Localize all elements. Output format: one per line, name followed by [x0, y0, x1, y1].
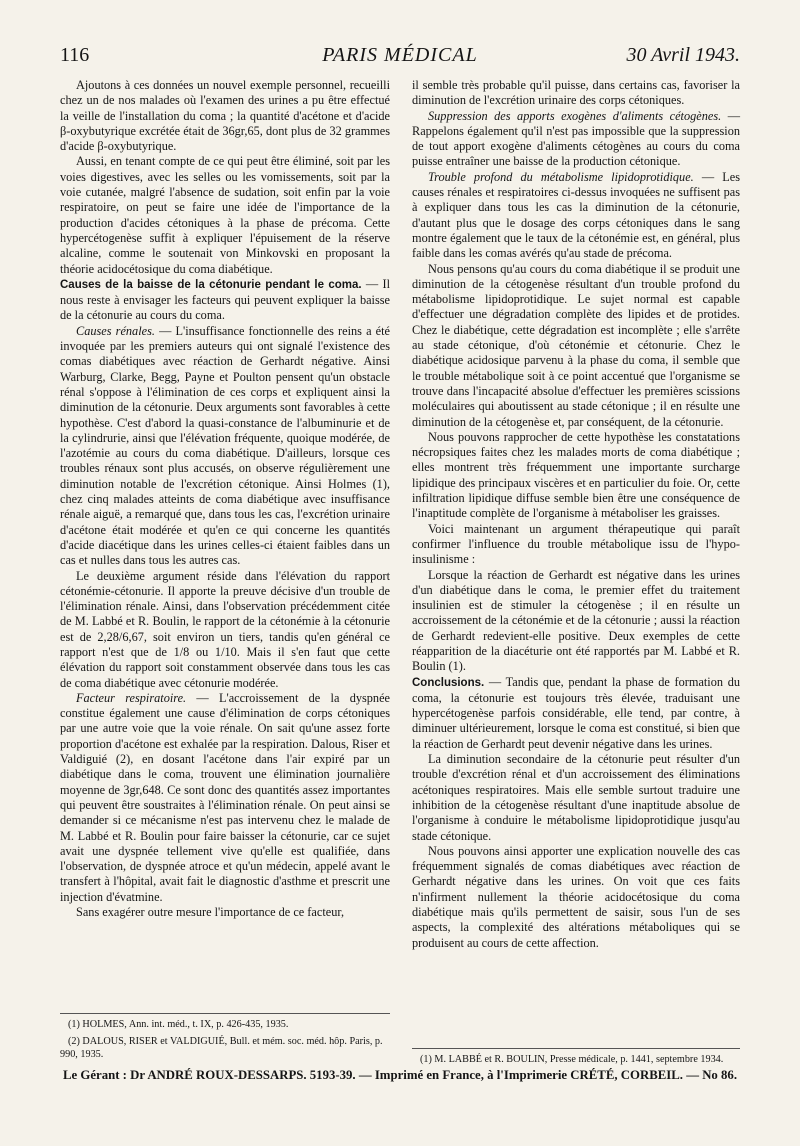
paragraph: Le deuxième argument réside dans l'élévation du rapport cétonémie-cétonurie. Il apporte la preuve décisive d'un trouble de l'élimination rénale. Ainsi, dans l'observation précédemment citée de M. Labbé et R. Boulin, le rapport de la cétonémie à la cétonurie est de 2,28/6,67, soit environ un tiers, tandis qu'en général ce rapport n'est que de 1/8 ou 1/10. Mais il s'en faut que cette élévation du rapport soit constamment observée dans tous les cas de coma diabétique avec cétonurie modérée. [60, 568, 390, 690]
right-column [412, 78, 740, 951]
issue-date: 30 Avril 1943. [626, 44, 740, 66]
paragraph: Nous pensons qu'au cours du coma diabétique il se produit une diminution de la cétogenèse résultant d'un trouble profond du métabolisme lipidoprotidique. Le sujet normal est capable d'effectuer une dégradation complète des lipides et de protides. Chez le diabétique, cette dégradation est incomplète ; elle s'arrête au stade cétonique, d'où cétonémie et cétonurie. Chez le diabétique acidosique parvenu à la phase du coma, il semble que le trouble métabolique soit à ce point accentué que l'organisme se trouve dans l'incapacité absolue d'effectuer les premières scissions moléculaires qui aboutissent au stade cétonique ; il en résulte une diminution de la cétogenèse et, par conséquent, de la cétonurie. [412, 261, 740, 429]
paragraph: Ajoutons à ces données un nouvel exemple personnel, recueilli chez un de nos malades où l'examen des urines a pu être effectué la veille de l'installation du coma ; la quantité d'acétone et d'acide β-oxybutyrique excrétée était de 36gr,65, dont plus de 32 grammes d'acide β-oxybutyrique. [60, 78, 390, 154]
paragraph: Nous pouvons rapprocher de cette hypothèse les constatations nécropsiques faites chez les malades morts de coma diabétique ; elles montrent très fréquemment une importante surcharge lipidique des principaux viscères et en particulier du foie. Or, cette infiltration lipidique diffuse semble bien être une conséquence de l'inaptitude complète de l'organisme à métaboliser les graisses. [412, 429, 740, 521]
section-heading: Conclusions. [412, 676, 485, 689]
journal-title: PARIS MÉDICAL [322, 44, 478, 66]
left-column [60, 78, 390, 920]
page-header [60, 44, 740, 78]
section-heading: Causes de la baisse de la cétonurie pendant le coma. [60, 278, 362, 291]
paragraph-text: — Tandis que, pendant la phase de formation du coma, la cétonurie est toujours très élevée, traduisant une hypercétogenèse parfois considérable, elle tend, par contre, à diminuer ultérieurement, lorsque le coma est constitué, si bien que la réaction de Gerhardt peut devenir négative dans les urines. [412, 674, 740, 751]
paragraph: Aussi, en tenant compte de ce qui peut être éliminé, soit par les voies digestives, avec les selles ou les vomissements, soit par la voie cutanée, malgré l'absence de sudation, soit enfin par la voie respiratoire, on peut se faire une idée de l'importance de la production d'acides cétoniques à la phase de précoma. Cette hypercétogenèse suffit à expliquer l'épuisement de la réserve alcaline, comme le soutenait von Minkovski en proposant la théorie acidocétosique du coma diabétique. [60, 154, 390, 276]
paragraph [60, 691, 390, 905]
page-number: 116 [60, 44, 90, 66]
subsection-heading: Facteur respiratoire. [76, 690, 187, 705]
paragraph: Nous pouvons ainsi apporter une explication nouvelle des cas fréquemment signalés de comas diabétiques avec réaction de Gerhardt négative dans les urines. On voit que ces faits n'infirment nullement la théorie acidocétosique du coma diabétique mais qu'ils permettent de saisir, sous l'un de ses aspects, la complexité des altérations métaboliques qui se produisent au cours de cette affection. [412, 843, 740, 950]
paragraph-text: — L'accroissement de la dyspnée constitue également une cause d'élimination de corps cétoniques par une autre voie que la voie rénale. On sait qu'une assez forte proportion d'acétone est exhalée par la respiration. Dalous, Riser et Valdiguié (2), en dosant l'acétone dans l'air expiré par un diabétique dans le coma, trouvent une élimination journalière moyenne de 3gr,648. Ce sont donc des quantités assez importantes qui peuvent être soustraites à l'élimination rénale. On peut ainsi se demander si ce mécanisme n'est pas intervenu chez le malade de M. Labbé et R. Boulin pour faire baisser la cétonurie, car ce sujet avait une dyspnée tellement vive qu'elle est qualifiée, dans l'observation, de dyspnée atroce et qu'un médecin, appelé avant le transfert à l'hôpital, avait fait le diagnostic d'asthme et prescrit une injection d'évatmine. [60, 690, 390, 904]
paragraph: Lorsque la réaction de Gerhardt est négative dans les urines d'un diabétique dans le coma, le premier effet du traitement insulinien est de stimuler la cétogenèse ; il en résulte un accroissement de la cétonémie et de la cétonurie ; aussi la réaction de Gerhardt redevient-elle positive. Deux exemples de cette réapparition de la diacéturie ont été rapportés par M. Labbé et R. Boulin (1). [412, 567, 740, 674]
paragraph-text: — Il nous reste à envisager les facteurs qui peuvent expliquer la baisse de la cétonurie au cours du coma. [60, 276, 390, 323]
paragraph-text: — Rappelons également qu'il n'est pas impossible que la suppression de tout apport exogène d'aliments cétogènes au cours du coma puisse entraîner une baisse de la production cétonique. [412, 108, 740, 169]
footnotes-left [60, 1013, 390, 1065]
paragraph [412, 109, 740, 170]
paragraph: Voici maintenant un argument thérapeutique qui paraît confirmer l'influence du trouble métabolique issu de l'hypo-insulinisme : [412, 521, 740, 567]
printer-footer: Le Gérant : Dr ANDRÉ ROUX-DESSARPS. 5193-39. — Imprimé en France, à l'Imprimerie CRÉTÉ, CORBEIL. — No 86. [62, 1068, 738, 1082]
footnotes-right [412, 1048, 740, 1070]
paragraph: La diminution secondaire de la cétonurie peut résulter d'un trouble d'excrétion rénal et d'un accroissement des éliminations acétoniques respiratoires. Mais elle semble surtout traduire une inhibition de la cétogenèse résultant d'une inaptitude absolue de l'organisme à conduire le métabolisme lipidoprotidique jusqu'au stade cétonique. [412, 752, 740, 843]
paragraph [412, 170, 740, 262]
footnote: (1) HOLMES, Ann. int. méd., t. IX, p. 426-435, 1935. [68, 1019, 289, 1030]
paragraph: Sans exagérer outre mesure l'importance de ce facteur, [76, 905, 345, 920]
subsection-heading: Trouble profond du métabolisme lipidoprotidique. [428, 169, 694, 184]
paragraph: il semble très probable qu'il puisse, dans certains cas, favoriser la diminution de l'excrétion urinaire des corps cétoniques. [412, 78, 740, 108]
footnote: (1) M. LABBÉ et R. BOULIN, Presse médicale, p. 1441, septembre 1934. [420, 1054, 724, 1065]
footnote: (2) DALOUS, RISER et VALDIGUIÉ, Bull. et mém. soc. méd. hôp. Paris, p. 990, 1935. [60, 1036, 383, 1060]
subsection-heading: Causes rénales. [76, 323, 155, 338]
paragraph [60, 324, 390, 569]
subsection-heading: Suppression des apports exogènes d'aliments cétogènes. [428, 108, 722, 123]
paragraph-text: — L'insuffisance fonctionnelle des reins a été invoquée par les premiers auteurs qui ont signalé l'existence des comas diabétiques avec réaction de Gerhardt négative. Ainsi Warburg, Clarke, Begg, Payne et Poulton pensent qu'un obstacle rénal s'oppose à l'élimination de ces corps et expliquent ainsi la diminution de la cétonurie. Deux arguments sont favorables à cette hypothèse. C'est d'abord la quasi-constance de l'albuminurie et de la cylindrurie, ainsi que l'élévation fréquente, quoique modérée, de l'azotémie au cours du coma diabétique. D'ailleurs, lorsque ces troubles rénaux sont plus accusés, on observe régulièrement une diminution notable de l'excrétion cétonique. Ainsi Holmes (1), chez cinq malades atteints de coma diabétique avec insuffisance rénale aiguë, a remarqué que, dans tous les cas, l'excrétion urinaire d'acétone était modérée et qu'en ce qui concerne les quantités d'acide diacétique dans les urines celles-ci étaient faibles dans un cas et nulles dans tous les autres cas. [60, 323, 390, 568]
paragraph-text: — Les causes rénales et respiratoires ci-dessus invoquées ne suffisent pas à expliquer dans tous les cas la diminution de la cétonurie, d'autant plus que le dosage des corps cétoniques dans le sang montre également que le taux de la cétonémie est, en général, plus faible dans les comas avérés qu'au stade de précoma. [412, 169, 740, 261]
